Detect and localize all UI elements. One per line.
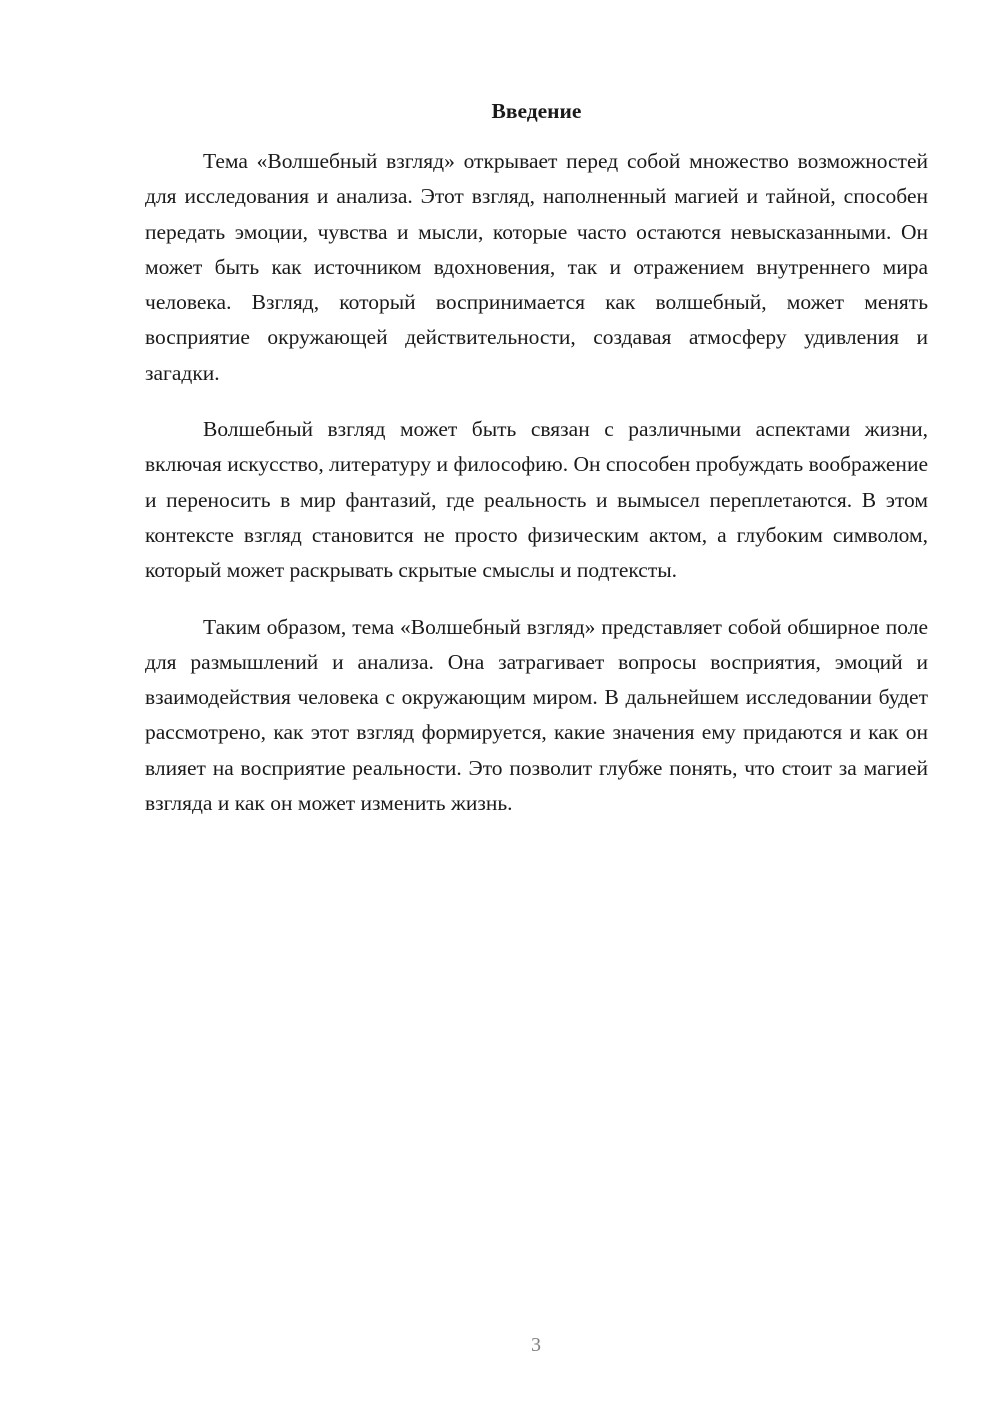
paragraph-3: Таким образом, тема «Волшебный взгляд» представляет собой обширное поле для размышлений и анализа. Она затрагивает вопросы восприятия, эмоций и взаимодействия человека с окружающим миром. В дальнейшем исследовании будет рассмотрено, как этот взгляд формируется, какие значения ему придаются и как он влияет на восприятие реальности. Это позволит глубже понять, что стоит за магией взгляда и как он может изменить жизнь.: [145, 614, 928, 816]
section-heading: Введение: [491, 99, 582, 123]
page-number: 3: [531, 1334, 541, 1356]
page-content: [145, 98, 928, 842]
paragraph-1: Тема «Волшебный взгляд» открывает перед собой множество возможностей для исследования и анализа. Этот взгляд, наполненный магией и тайной, способен передать эмоции, чувства и мысли, которые часто остаются невысказанными. Он может быть как источником вдохновения, так и отражением внутреннего мира человека. Взгляд, который воспринимается как волшебный, может менять восприятие окружающей действительности, создавая атмосферу удивления и загадки.: [145, 149, 928, 385]
paragraph-2: Волшебный взгляд может быть связан с различными аспектами жизни, включая искусство, литературу и философию. Он способен пробуждать воображение и переносить в мир фантазий, где реальность и вымысел переплетаются. В этом контексте взгляд становится не просто физическим актом, а глубоким символом, который может раскрывать скрытые смыслы и подтексты.: [145, 417, 928, 583]
